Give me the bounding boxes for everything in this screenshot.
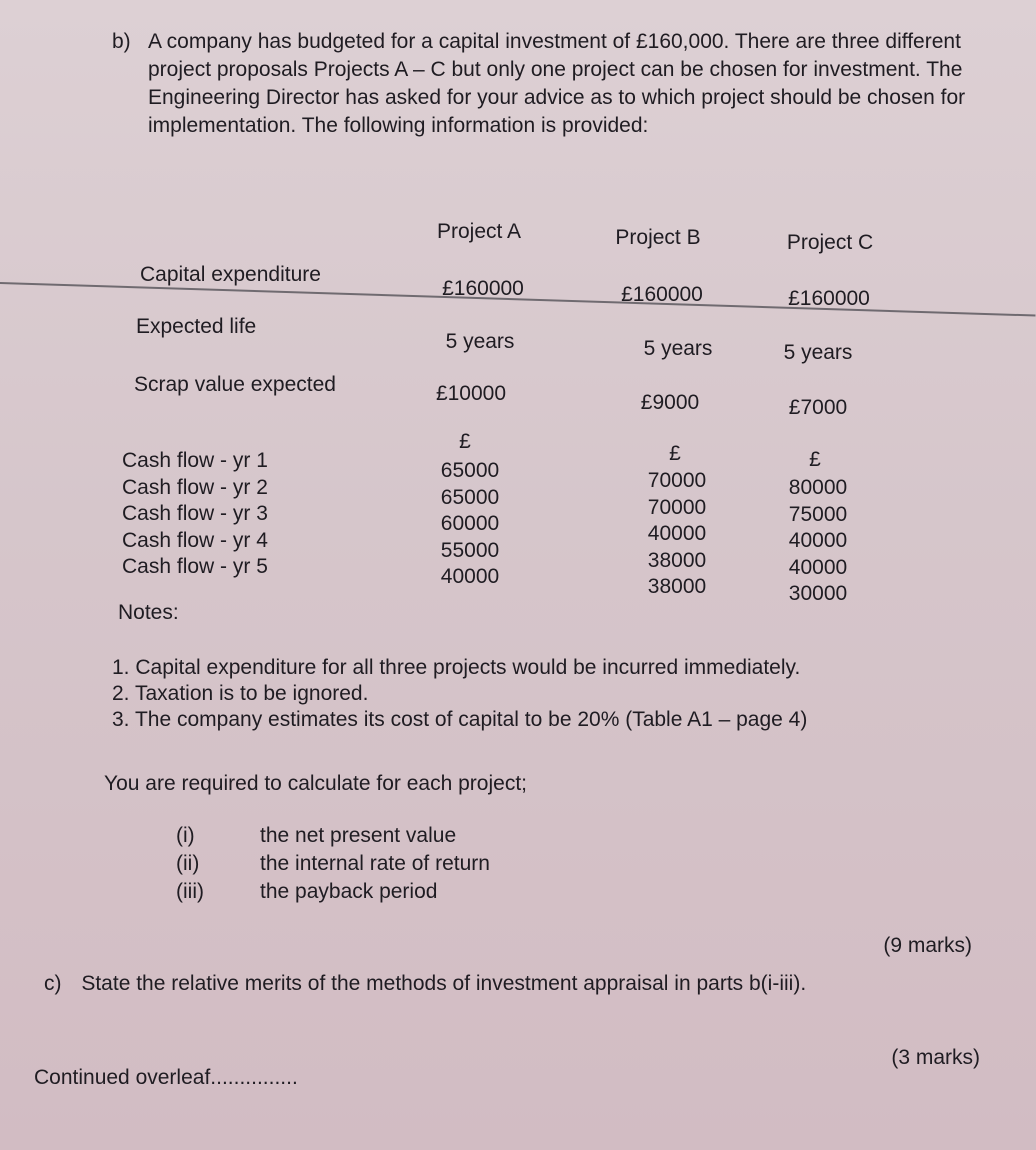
note-item: 1. Capital expenditure for all three projects would be incurred immediately. xyxy=(112,656,801,679)
cell-scrap-b: £9000 xyxy=(640,391,700,414)
task-text: the net present value xyxy=(260,824,457,847)
cash-flow-value: 40000 xyxy=(788,555,848,579)
cash-flow-value: 75000 xyxy=(788,502,848,526)
cell-capex-b: £160000 xyxy=(621,283,703,306)
cash-flow-value: 38000 xyxy=(647,548,707,572)
cell-life-b: 5 years xyxy=(643,337,713,360)
cash-flow-value: 40000 xyxy=(440,565,500,588)
cash-flow-value: 80000 xyxy=(788,476,848,499)
note-item: 3. The company estimates its cost of capital to be 20% (Table A1 – page 4) xyxy=(112,708,808,731)
marks-c: (3 marks) xyxy=(891,1046,980,1069)
header-project-c: Project C xyxy=(786,231,874,254)
question-b-text: A company has budgeted for a capital investment of £160,000. There are three different project proposals Projects A – C but only one project can be chosen for investment. The Engineering Director has asked for your advice as to which project should be chosen for implementation. The following information is provided: xyxy=(148,30,966,137)
currency-symbol-a: £ xyxy=(459,430,471,453)
header-project-a: Project A xyxy=(436,220,522,243)
question-c-label: c) xyxy=(44,972,62,995)
question-b xyxy=(112,28,992,140)
task-text: the payback period xyxy=(260,880,438,903)
cash-flow-value: 60000 xyxy=(440,512,500,535)
task-number: (iii) xyxy=(176,880,204,903)
task-item xyxy=(176,822,490,850)
task-item xyxy=(176,878,490,906)
cell-scrap-a: £10000 xyxy=(435,382,507,405)
cash-flows-project-b xyxy=(617,468,737,601)
currency-symbol-c: £ xyxy=(809,448,821,471)
cash-flow-value: 40000 xyxy=(788,529,848,552)
cell-capex-c: £160000 xyxy=(788,287,870,310)
cash-flows-project-c xyxy=(758,475,878,608)
cash-flow-value: 30000 xyxy=(788,582,848,605)
cash-flow-label: Cash flow - yr 5 xyxy=(122,555,268,578)
row-label-scrap-value: Scrap value expected xyxy=(134,373,336,396)
cash-flow-label: Cash flow - yr 1 xyxy=(122,449,268,472)
cash-flow-value: 65000 xyxy=(440,485,500,509)
note-item: 2. Taxation is to be ignored. xyxy=(112,682,369,705)
cash-flows-project-a xyxy=(410,458,530,591)
cash-flow-label: Cash flow - yr 3 xyxy=(122,502,268,525)
cash-flow-value: 65000 xyxy=(440,459,500,482)
row-label-capital-expenditure: Capital expenditure xyxy=(140,263,321,286)
notes-list xyxy=(112,655,992,733)
marks-b: (9 marks) xyxy=(883,934,972,957)
question-c xyxy=(44,970,1024,998)
cell-scrap-c: £7000 xyxy=(788,396,848,419)
task-text: the internal rate of return xyxy=(260,852,490,875)
header-project-b: Project B xyxy=(615,226,701,249)
cash-flow-value: 70000 xyxy=(647,469,707,492)
task-item xyxy=(176,850,490,878)
task-list xyxy=(176,822,490,906)
cash-flow-value: 55000 xyxy=(440,538,500,562)
notes-heading: Notes: xyxy=(118,601,179,624)
cash-flow-value: 70000 xyxy=(647,495,707,519)
task-number: (i) xyxy=(176,824,195,847)
task-number: (ii) xyxy=(176,852,200,875)
question-c-text: State the relative merits of the methods of investment appraisal in parts b(i-iii). xyxy=(81,972,807,995)
cell-capex-a: £160000 xyxy=(442,277,524,300)
question-b-label: b) xyxy=(112,30,131,53)
cash-flow-label: Cash flow - yr 2 xyxy=(122,475,268,499)
cell-life-c: 5 years xyxy=(783,341,853,364)
requirement-text: You are required to calculate for each project; xyxy=(104,772,527,795)
currency-symbol-b: £ xyxy=(669,442,681,465)
cash-flow-label: Cash flow - yr 4 xyxy=(122,528,268,552)
continued-overleaf: Continued overleaf............... xyxy=(34,1066,298,1089)
row-label-expected-life: Expected life xyxy=(136,315,257,338)
cash-flow-value: 38000 xyxy=(647,575,707,598)
cell-life-a: 5 years xyxy=(445,330,515,353)
cash-flow-value: 40000 xyxy=(647,522,707,545)
cash-flow-labels xyxy=(122,448,268,581)
